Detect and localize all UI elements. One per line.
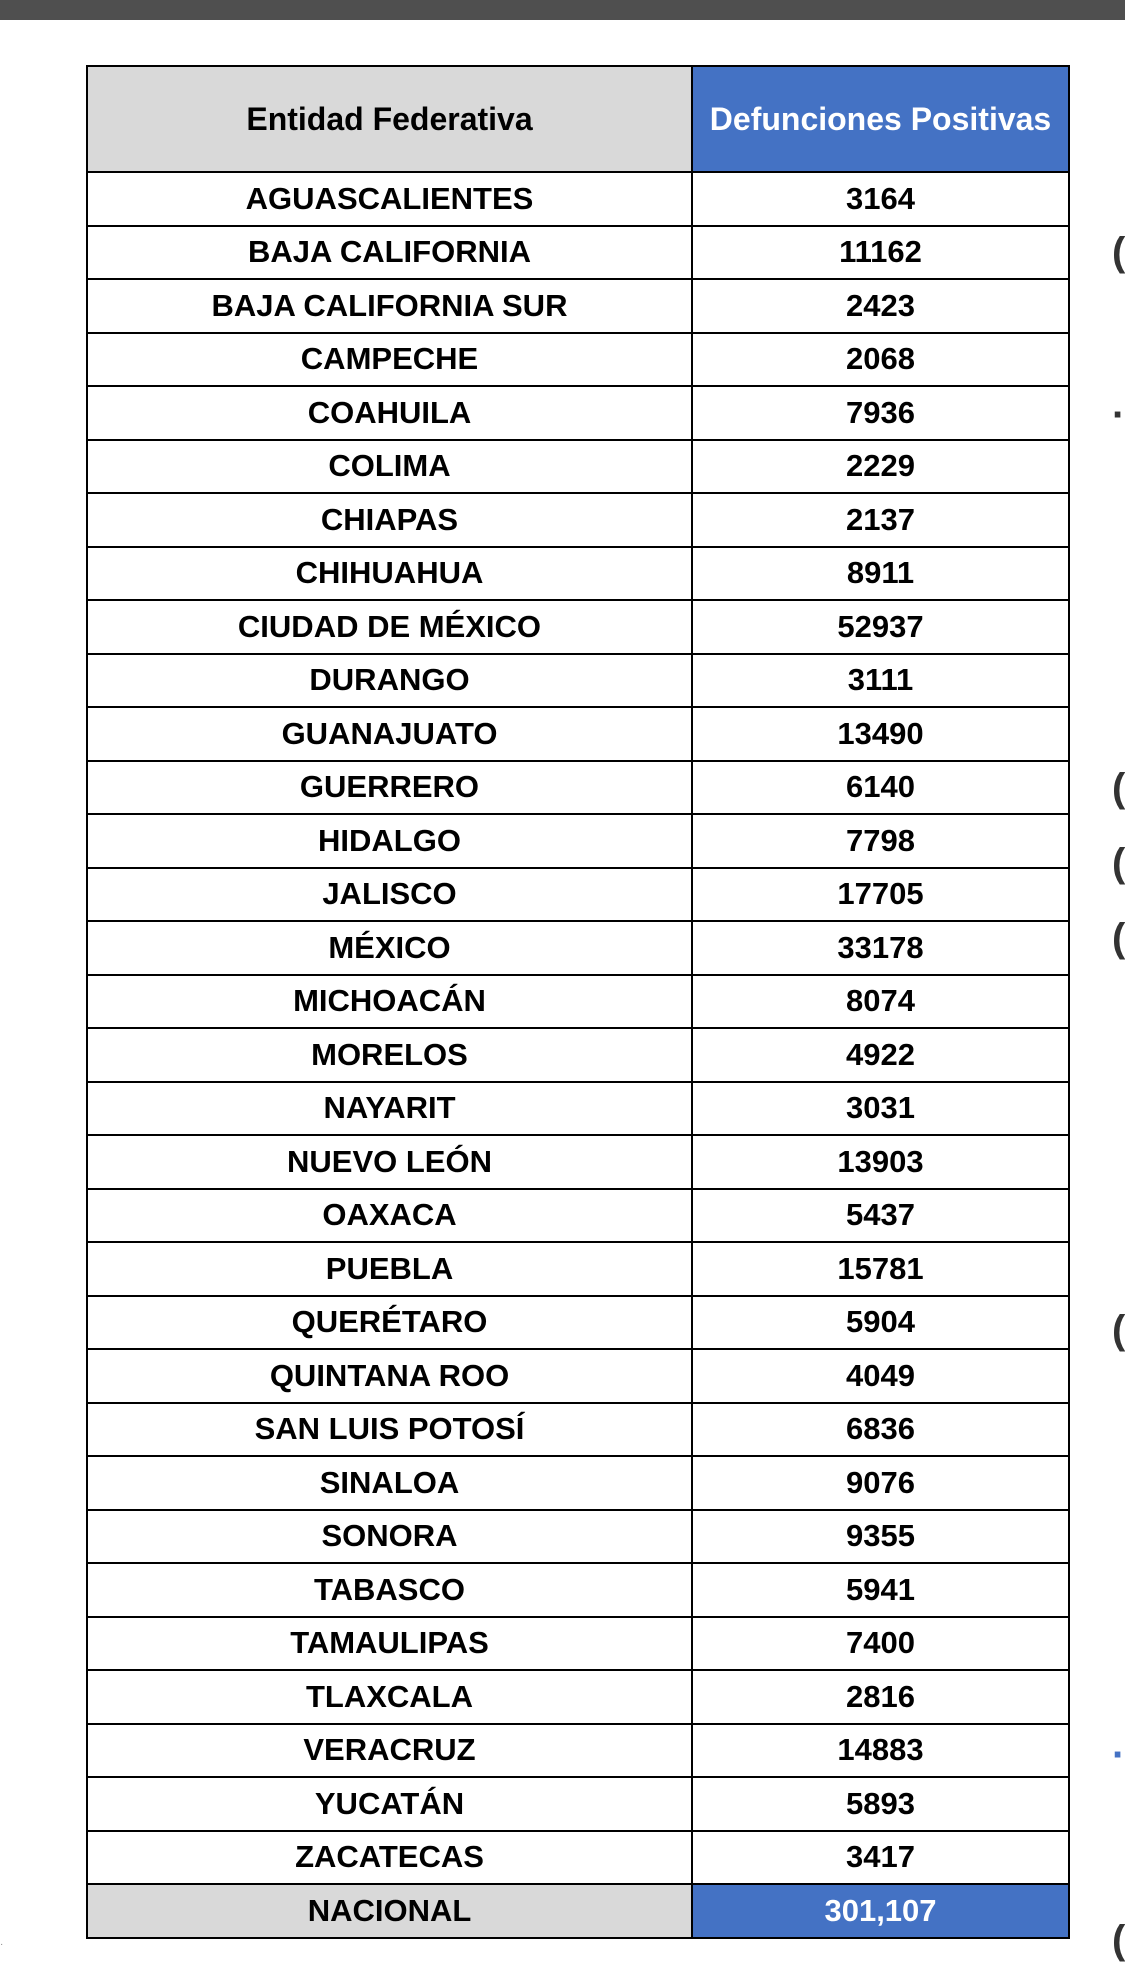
table-row [87,1777,1069,1831]
deaths-cell: 5941 [692,1563,1069,1617]
table-row [87,547,1069,601]
deaths-cell: 9355 [692,1510,1069,1564]
cropped-glyph: ( [1112,1918,1125,1962]
top-bar [0,0,1125,20]
deaths-cell: 2068 [692,333,1069,387]
table-row [87,921,1069,975]
cropped-glyph: · [1112,393,1125,437]
deaths-cell: 3111 [692,654,1069,708]
table-row [87,440,1069,494]
edge-dot: · [0,1939,4,1950]
table-row [87,1403,1069,1457]
table-row [87,600,1069,654]
entity-cell: AGUASCALIENTES [87,172,692,226]
entity-cell: OAXACA [87,1189,692,1243]
table-row [87,1724,1069,1778]
table-row [87,707,1069,761]
deaths-cell: 14883 [692,1724,1069,1778]
deaths-cell: 6836 [692,1403,1069,1457]
deaths-cell: 8911 [692,547,1069,601]
entity-cell: GUERRERO [87,761,692,815]
table-row [87,226,1069,280]
table-row [87,1456,1069,1510]
table-row [87,761,1069,815]
entity-cell: ZACATECAS [87,1831,692,1885]
deaths-cell: 7400 [692,1617,1069,1671]
entity-cell: JALISCO [87,868,692,922]
deaths-cell: 4922 [692,1028,1069,1082]
total-value: 301,107 [692,1884,1069,1938]
deaths-cell: 8074 [692,975,1069,1029]
entity-cell: QUINTANA ROO [87,1349,692,1403]
table-row [87,1028,1069,1082]
table-row [87,1296,1069,1350]
entity-cell: COLIMA [87,440,692,494]
deaths-cell: 2229 [692,440,1069,494]
table-row [87,1349,1069,1403]
cropped-glyph: ( [1112,841,1125,885]
table-row [87,1135,1069,1189]
deaths-cell: 5437 [692,1189,1069,1243]
table-header-row [87,66,1069,172]
table-row [87,279,1069,333]
deaths-cell: 3164 [692,172,1069,226]
entity-cell: BAJA CALIFORNIA [87,226,692,280]
entity-cell: QUERÉTARO [87,1296,692,1350]
deaths-cell: 5904 [692,1296,1069,1350]
entity-cell: SAN LUIS POTOSÍ [87,1403,692,1457]
entity-cell: COAHUILA [87,386,692,440]
table-body [87,172,1069,1884]
table-row [87,333,1069,387]
entity-cell: SONORA [87,1510,692,1564]
deaths-cell: 7798 [692,814,1069,868]
deaths-cell: 2137 [692,493,1069,547]
deaths-cell: 13490 [692,707,1069,761]
table-row [87,975,1069,1029]
table-row [87,814,1069,868]
entity-cell: PUEBLA [87,1242,692,1296]
entity-cell: YUCATÁN [87,1777,692,1831]
cropped-glyph: ( [1112,230,1125,274]
entity-cell: TLAXCALA [87,1670,692,1724]
cropped-glyph: ( [1112,766,1125,810]
entity-cell: TAMAULIPAS [87,1617,692,1671]
table-row [87,1617,1069,1671]
table-row [87,1670,1069,1724]
entity-cell: CAMPECHE [87,333,692,387]
table-row [87,1242,1069,1296]
header-deaths: Defunciones Positivas [692,66,1069,172]
entity-cell: TABASCO [87,1563,692,1617]
deaths-cell: 11162 [692,226,1069,280]
entity-cell: CIUDAD DE MÉXICO [87,600,692,654]
entity-cell: NUEVO LEÓN [87,1135,692,1189]
table-row [87,1082,1069,1136]
deaths-cell: 17705 [692,868,1069,922]
entity-cell: DURANGO [87,654,692,708]
entity-cell: MICHOACÁN [87,975,692,1029]
table-row [87,1831,1069,1885]
deaths-cell: 4049 [692,1349,1069,1403]
table-row [87,1510,1069,1564]
total-row [87,1884,1069,1938]
deaths-cell: 6140 [692,761,1069,815]
entity-cell: SINALOA [87,1456,692,1510]
table-row [87,386,1069,440]
table-row [87,172,1069,226]
table-row [87,868,1069,922]
deaths-cell: 3031 [692,1082,1069,1136]
deaths-cell: 33178 [692,921,1069,975]
entity-cell: GUANAJUATO [87,707,692,761]
entity-cell: VERACRUZ [87,1724,692,1778]
deaths-cell: 2423 [692,279,1069,333]
deaths-cell: 5893 [692,1777,1069,1831]
deaths-by-state-table [86,65,1070,1939]
entity-cell: HIDALGO [87,814,692,868]
table-row [87,1563,1069,1617]
deaths-cell: 3417 [692,1831,1069,1885]
table-row [87,493,1069,547]
cropped-glyph: ( [1112,1308,1125,1352]
cropped-glyph: ( [1112,916,1125,960]
deaths-cell: 15781 [692,1242,1069,1296]
cropped-glyph: · [1112,1733,1125,1777]
deaths-cell: 2816 [692,1670,1069,1724]
entity-cell: MÉXICO [87,921,692,975]
cropped-adjacent-text [1112,0,1125,1977]
entity-cell: BAJA CALIFORNIA SUR [87,279,692,333]
total-label: NACIONAL [87,1884,692,1938]
entity-cell: MORELOS [87,1028,692,1082]
entity-cell: NAYARIT [87,1082,692,1136]
table-row [87,654,1069,708]
deaths-cell: 52937 [692,600,1069,654]
table-row [87,1189,1069,1243]
entity-cell: CHIAPAS [87,493,692,547]
header-entity: Entidad Federativa [87,66,692,172]
entity-cell: CHIHUAHUA [87,547,692,601]
deaths-cell: 13903 [692,1135,1069,1189]
deaths-cell: 7936 [692,386,1069,440]
deaths-cell: 9076 [692,1456,1069,1510]
